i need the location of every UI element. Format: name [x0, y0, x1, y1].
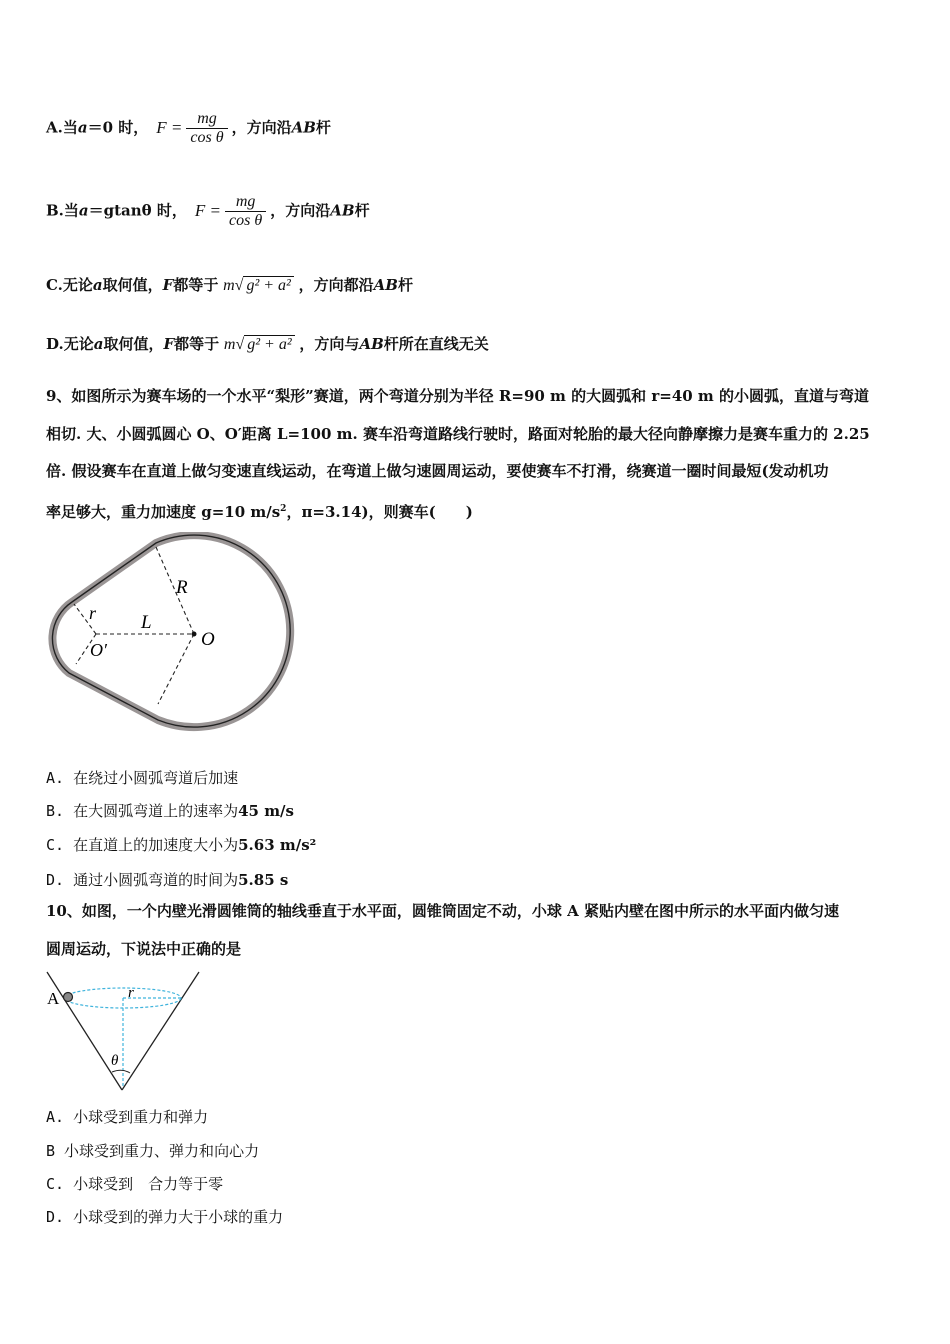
numerator: mg: [186, 110, 227, 129]
option-value: 5.63 m/s²: [238, 836, 317, 854]
ab: AB: [359, 335, 384, 353]
q10-line-1: 10、如图，一个内壁光滑圆锥筒的轴线垂直于水平面，圆锥筒固定不动，小球 A 紧贴内壁在图中所示的水平面内做匀速: [46, 902, 839, 920]
label-L: L: [141, 612, 152, 633]
label-r: r: [89, 603, 97, 623]
radius-R: [156, 547, 194, 634]
var-a: a: [92, 276, 103, 294]
ab: AB: [291, 118, 316, 137]
ball-A: [64, 993, 73, 1002]
option-a-prefix: A.当: [46, 118, 78, 137]
numerator: mg: [225, 193, 266, 212]
force-symbol: F =: [194, 200, 222, 220]
superscript: 2: [280, 503, 287, 514]
var-a: a: [77, 118, 88, 137]
sqrt-expression: m√ g² + a²: [224, 335, 295, 353]
label-r: r: [128, 985, 134, 1001]
radicand: g² + a²: [243, 276, 293, 294]
option-b-suffix: ，方向沿: [270, 201, 331, 220]
sqrt-expression: m√ g² + a²: [223, 276, 294, 294]
force-symbol: F: [162, 276, 174, 294]
option-c-eq: 都等于: [173, 276, 219, 294]
q9-line-4a: 率足够大，重力加速度 g=10 m/s: [46, 502, 281, 521]
q8-option-c: [46, 274, 413, 295]
track-inner-line: [52, 535, 290, 727]
q9-line-1: 9、如图所示为赛车场的一个水平“梨形”赛道，两个弯道分别为半径 R=90 m 的大圆弧和 r=40 m 的小圆弧，直道与弯道: [46, 387, 870, 405]
label-A: A: [47, 989, 60, 1008]
option-d-eq: 都等于: [174, 335, 220, 353]
q8-option-a: [46, 110, 331, 147]
option-a-suffix: ，方向沿: [231, 118, 292, 137]
option-text: B. 在大圆弧弯道上的速率为: [46, 802, 239, 820]
q10-stem: [46, 893, 906, 968]
q8-option-b: [46, 193, 370, 230]
q10-option-b: B 小球受到重力、弹力和向心力: [46, 1142, 260, 1160]
label-R: R: [176, 577, 188, 598]
q10-option-a: A. 小球受到重力和弹力: [46, 1108, 209, 1126]
option-b-prefix: B.当: [46, 201, 79, 220]
label-theta: θ: [111, 1053, 119, 1069]
radius-R-lower: [158, 634, 194, 704]
option-d-suffix: ，方向与: [299, 335, 360, 353]
option-d-end: 杆所在直线无关: [383, 335, 489, 353]
q8-option-d: [46, 333, 489, 354]
q9-line-3: 倍. 假设赛车在直道上做匀变速直线运动，在弯道上做匀速圆周运动，要使赛车不打滑，绕赛道一圈时间最短(发动机功: [46, 462, 829, 480]
ab: AB: [330, 201, 355, 220]
q9-line-2: 相切. 大、小圆弧圆心 O、O′距离 L=100 m. 赛车沿弯道路线行驶时，路面对轮胎的最大径向静摩擦力是赛车重力的 2.25: [46, 424, 870, 443]
theta-arc: [112, 1070, 130, 1073]
force-symbol: F: [163, 335, 175, 353]
q10-option-c: C. 小球受到 合力等于零: [46, 1175, 224, 1193]
option-value: 45 m/s: [238, 802, 294, 820]
option-text: A. 在绕过小圆弧弯道后加速: [46, 769, 239, 787]
q10-line-2: 圆周运动，下说法中正确的是: [46, 939, 242, 958]
q9-line-4b: ，π=3.14)，则赛车( ): [286, 502, 473, 521]
fraction: [225, 193, 266, 230]
track-figure: [44, 532, 304, 732]
option-b-cond: ＝gtanθ 时，: [88, 201, 187, 220]
mass-symbol: m: [223, 277, 235, 294]
var-a: a: [78, 201, 89, 220]
ab: AB: [373, 276, 398, 294]
q10-option-d: D. 小球受到的弹力大于小球的重力: [46, 1208, 284, 1226]
label-O-prime: O′: [90, 640, 107, 660]
option-value: 5.85 s: [238, 871, 289, 889]
option-c-prefix: C.无论: [46, 276, 93, 294]
option-c-suffix: ，方向都沿: [298, 276, 374, 294]
option-c-mid: 取何值，: [102, 276, 163, 294]
option-d-mid: 取何值，: [103, 335, 164, 353]
q9-option-b: [46, 800, 294, 821]
denominator: cos θ: [190, 129, 224, 146]
option-d-prefix: D.无论: [46, 335, 94, 353]
fraction: [186, 110, 227, 147]
cone-figure: [44, 968, 214, 1093]
q9-stem: [46, 378, 906, 531]
mass-symbol: m: [223, 336, 236, 353]
option-text: C. 在直道上的加速度大小为: [46, 836, 239, 854]
q9-line-4: [46, 491, 906, 532]
q9-option-d: [46, 869, 288, 890]
denominator: cos θ: [229, 212, 263, 229]
var-a: a: [93, 335, 104, 353]
center-O-dot: [192, 632, 197, 637]
track-outline: [52, 535, 290, 727]
option-text: D. 通过小圆弧弯道的时间为: [46, 871, 239, 889]
option-b-end: 杆: [354, 201, 370, 220]
option-c-end: 杆: [397, 276, 413, 294]
q9-option-c: [46, 834, 316, 855]
force-symbol: F =: [156, 117, 183, 137]
q9-option-a: [46, 767, 238, 788]
label-O: O: [201, 629, 215, 650]
radicand: g² + a²: [244, 335, 294, 353]
option-a-cond: ＝0 时，: [87, 118, 149, 137]
option-a-end: 杆: [315, 118, 331, 137]
